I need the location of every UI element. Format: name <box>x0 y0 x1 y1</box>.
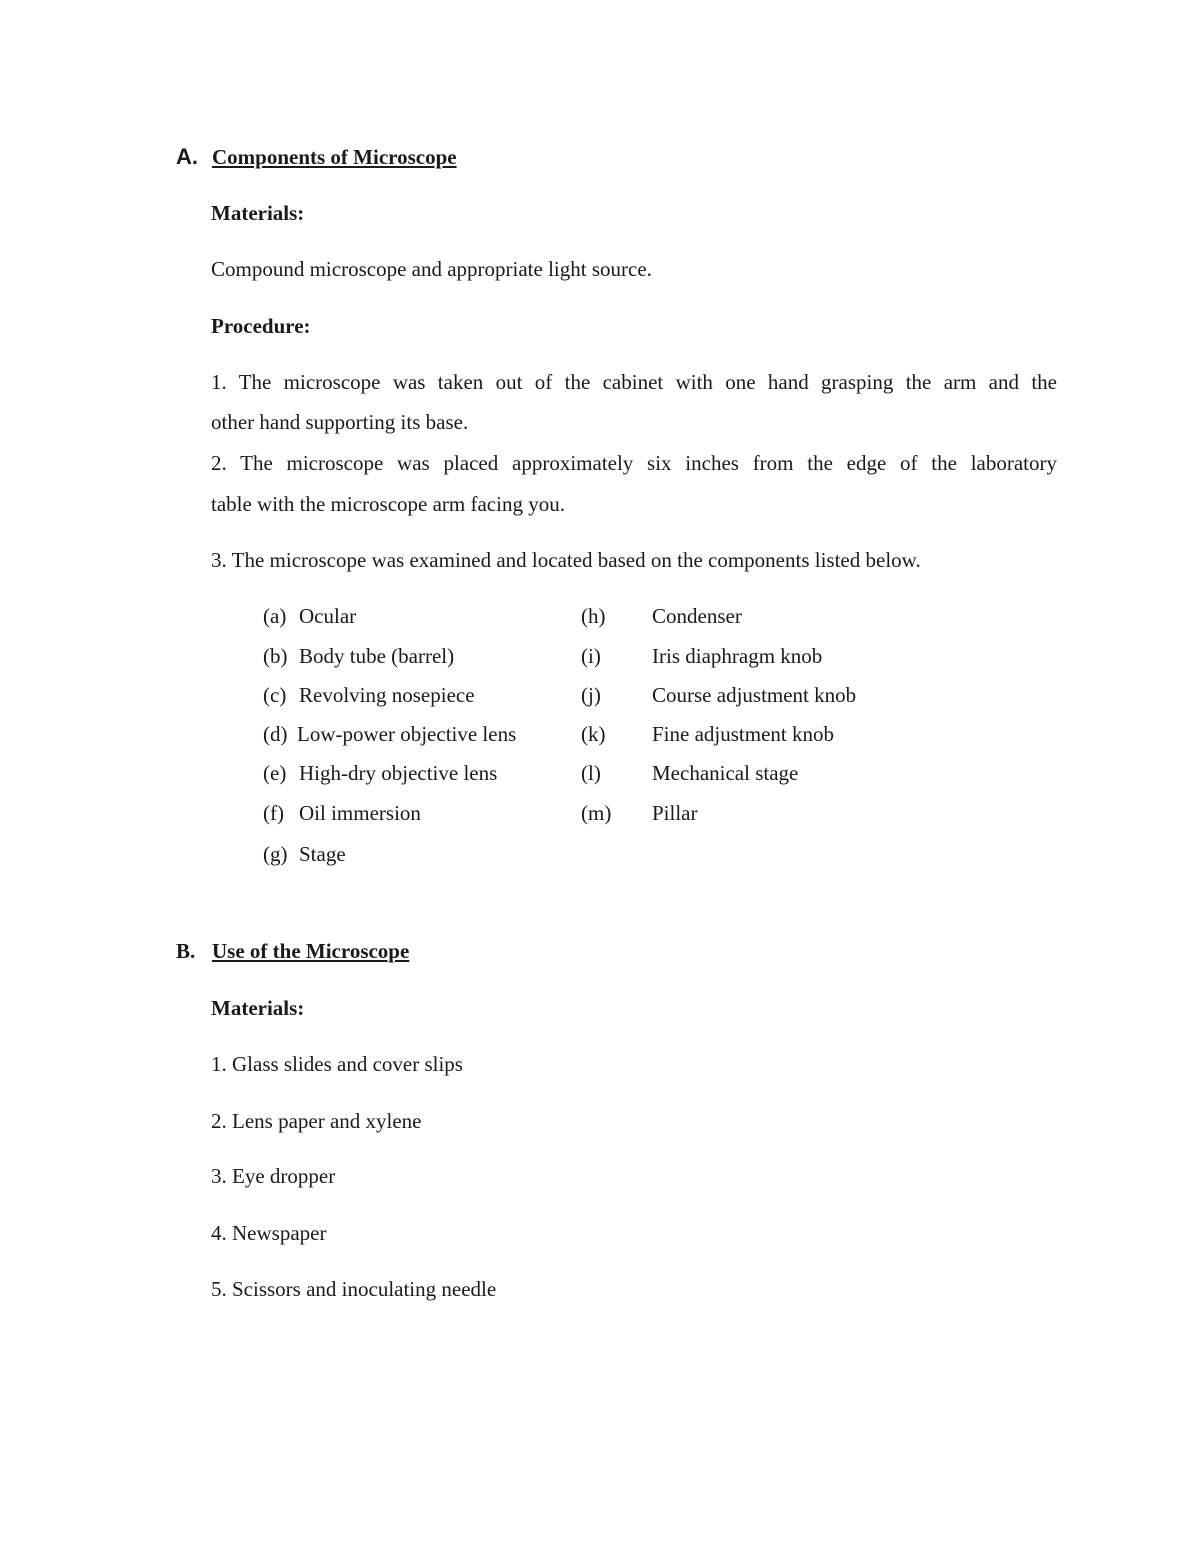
component-name: Revolving nosepiece <box>299 683 475 707</box>
component-name: Stage <box>299 842 346 866</box>
section-b-letter: B. <box>176 939 196 963</box>
section-a-materials-heading: Materials: <box>211 201 305 225</box>
procedure-step-2-line-1-text: 2. The microscope was placed approximately six inches from the edge of the laboratory <box>211 451 1057 475</box>
component-name: Pillar <box>652 801 698 825</box>
component-name: Low-power objective lens <box>297 722 517 746</box>
materials-list-item: 2. Lens paper and xylene <box>211 1109 422 1133</box>
component-letter: (f) <box>263 801 284 825</box>
component-letter: (j) <box>581 683 601 707</box>
materials-list-item: 4. Newspaper <box>211 1221 327 1245</box>
component-letter: (i) <box>581 644 601 668</box>
component-name: Oil immersion <box>299 801 421 825</box>
materials-list-item: 5. Scissors and inoculating needle <box>211 1277 497 1301</box>
component-name: Body tube (barrel) <box>299 644 455 668</box>
materials-list-item: 3. Eye dropper <box>211 1164 336 1188</box>
component-letter: (d) <box>263 722 288 746</box>
component-name: High-dry objective lens <box>299 761 498 785</box>
procedure-step-2-line-2: table with the microscope arm facing you. <box>211 492 565 516</box>
component-name: Course adjustment knob <box>652 683 857 707</box>
section-a-heading <box>176 146 457 168</box>
component-name: Condenser <box>652 604 742 628</box>
procedure-step-1-line-1 <box>211 372 1057 393</box>
component-name: Mechanical stage <box>652 761 799 785</box>
component-letter: (m) <box>581 801 612 825</box>
component-letter: (b) <box>263 644 288 668</box>
component-letter: (l) <box>581 761 601 785</box>
component-name: Ocular <box>299 604 357 628</box>
procedure-step-1-line-2: other hand supporting its base. <box>211 410 469 434</box>
section-b-title: Use of the Microscope <box>212 939 410 963</box>
section-a-procedure-heading: Procedure: <box>211 314 311 338</box>
section-a-materials-text: Compound microscope and appropriate light source. <box>211 257 652 281</box>
component-letter: (a) <box>263 604 287 628</box>
component-letter: (c) <box>263 683 287 707</box>
component-letter: (h) <box>581 604 606 628</box>
procedure-step-2-line-1 <box>211 453 1057 474</box>
procedure-step-3: 3. The microscope was examined and located based on the components listed below. <box>211 548 921 572</box>
section-b-heading <box>176 941 409 962</box>
section-a-letter: A. <box>176 144 198 169</box>
component-letter: (e) <box>263 761 287 785</box>
component-letter: (g) <box>263 842 288 866</box>
component-name: Fine adjustment knob <box>652 722 834 746</box>
section-b-materials-heading: Materials: <box>211 996 305 1020</box>
section-a-title: Components of Microscope <box>212 145 457 169</box>
component-name: Iris diaphragm knob <box>652 644 823 668</box>
component-letter: (k) <box>581 722 606 746</box>
materials-list-item: 1. Glass slides and cover slips <box>211 1052 463 1076</box>
procedure-step-1-line-1-text: 1. The microscope was taken out of the cabinet with one hand grasping the arm and the <box>211 370 1057 394</box>
